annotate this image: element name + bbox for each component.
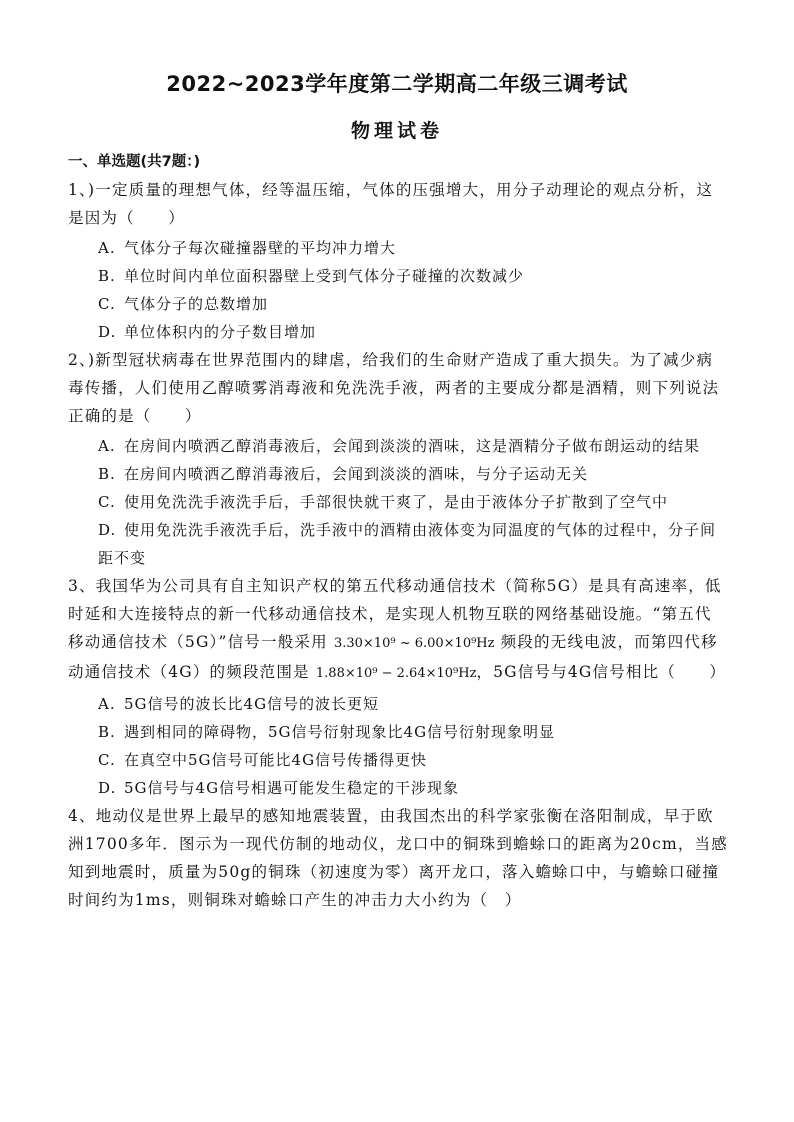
- option-d[interactable]: [68, 318, 728, 346]
- question-stem: 2、)新型冠状病毒在世界范围内的肆虐，给我们的生命财产造成了重大损失。为了减少病毒传播，人们使用乙醇喷雾消毒液和免洗洗手液，两者的主要成分都是酒精，则下列说法正确的是（ ）: [68, 351, 720, 425]
- option-c[interactable]: [68, 290, 728, 318]
- option-a[interactable]: [68, 432, 728, 460]
- option-text: 使用免洗洗手液洗手后，手部很快就干爽了，是由于液体分子扩散到了空气中: [124, 493, 669, 511]
- question-4: [68, 802, 728, 914]
- option-label: A.: [98, 239, 116, 257]
- option-text: 在房间内喷洒乙醇消毒液后，会闻到淡淡的酒味，与分子运动无关: [124, 465, 589, 483]
- option-text: 使用免洗洗手液洗手后，洗手液中的酒精由液体变为同温度的气体的过程中，分子间距不变: [98, 521, 717, 567]
- stem-text: 频段的无线电波，而第四代移动通信技术（4G）的频段范围是: [68, 633, 718, 681]
- option-label: D.: [98, 323, 117, 341]
- option-c[interactable]: [68, 488, 728, 516]
- option-label: C.: [98, 493, 116, 511]
- question-1: [68, 176, 728, 346]
- exam-title: 2022~2023学年度第二学期高二年级三调考试: [166, 72, 628, 96]
- option-d[interactable]: [68, 516, 728, 572]
- option-text: 遇到相同的障碍物，5G信号衍射现象比4G信号衍射现象明显: [124, 723, 556, 741]
- question-list: [68, 176, 728, 914]
- option-text: 在房间内喷洒乙醇消毒液后，会闻到淡淡的酒味，这是酒精分子做布朗运动的结果: [124, 437, 701, 455]
- question-stem: 1、)一定质量的理想气体，经等温压缩，气体的压强增大，用分子动理论的观点分析，这是因为（ ）: [68, 181, 714, 227]
- option-label: B.: [98, 465, 116, 483]
- option-label: D.: [98, 521, 117, 539]
- option-text: 气体分子每次碰撞器壁的平均冲力增大: [124, 239, 397, 257]
- option-d[interactable]: [68, 774, 728, 802]
- option-label: C.: [98, 295, 116, 313]
- option-text: 单位时间内单位面积器壁上受到气体分子碰撞的次数减少: [124, 267, 525, 285]
- stem-text: ，5G信号与4G信号相比（ ）: [476, 663, 727, 681]
- option-text: 5G信号与4G信号相遇可能发生稳定的干涉现象: [124, 779, 460, 797]
- option-text: 单位体积内的分子数目增加: [124, 323, 317, 341]
- option-label: B.: [98, 267, 116, 285]
- option-label: B.: [98, 723, 116, 741]
- option-b[interactable]: [68, 460, 728, 488]
- question-2: [68, 346, 728, 572]
- stem-text: 3、我国华为公司具有自主知识产权的第五代移动通信技术（简称5G）是具有高速率，低时延和大连接特点的新一代移动通信技术，是实现人机物互联的网络基础设施。“第五代移动通信技术（5G）”信号一般采用: [68, 577, 722, 651]
- option-label: C.: [98, 751, 116, 769]
- option-text: 气体分子的总数增加: [124, 295, 269, 313]
- question-stem: 4、地动仪是世界上最早的感知地震装置，由我国杰出的科学家张衡在洛阳制成，早于欧洲1700多年．图示为一现代仿制的地动仪，龙口中的铜珠到蟾蜍口的距离为20cm，当感知到地震时，质量为50g的铜珠（初速度为零）离开龙口，落入蟾蜍口中，与蟾蜍口碰撞时间约为1ms，则铜珠对蟾蜍口产生的冲击力大小约为（ ）: [68, 807, 728, 909]
- question-stem: [68, 572, 728, 688]
- option-b[interactable]: [68, 262, 728, 290]
- option-b[interactable]: [68, 718, 728, 746]
- frequency-range-5g: 3.30×10⁹ ~ 6.00×10⁹Hz: [333, 636, 495, 651]
- option-c[interactable]: [68, 746, 728, 774]
- option-a[interactable]: [68, 234, 728, 262]
- question-3: [68, 572, 728, 802]
- option-label: A.: [98, 695, 116, 713]
- option-label: D.: [98, 779, 117, 797]
- exam-subtitle: 物理试卷: [350, 120, 443, 142]
- option-a[interactable]: [68, 690, 728, 718]
- option-text: 在真空中5G信号可能比4G信号传播得更快: [124, 751, 428, 769]
- option-text: 5G信号的波长比4G信号的波长更短: [124, 695, 380, 713]
- option-label: A.: [98, 437, 116, 455]
- frequency-range-4g: 1.88×10⁹ − 2.64×10⁹Hz: [315, 666, 477, 681]
- section-heading: 一、单选题(共7题：): [68, 154, 201, 170]
